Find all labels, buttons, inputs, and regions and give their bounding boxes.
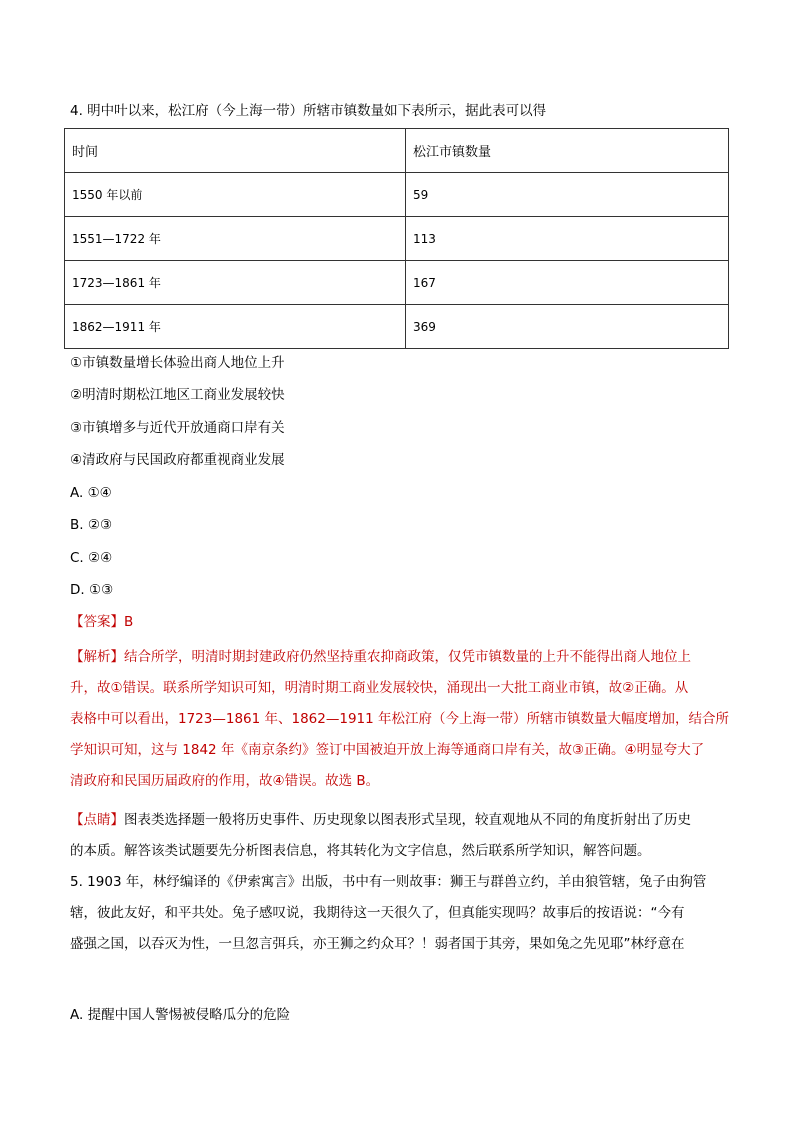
analysis-line: 表格中可以看出，1723—1861 年、1862—1911 年松江府（今上海一带）所辖市镇数量大幅度增加，结合所 (70, 711, 730, 727)
statement-1: ①市镇数量增长体验出商人地位上升 (70, 355, 285, 371)
table-cell-period: 1551—1722 年 (65, 217, 406, 261)
table-cell-count: 369 (406, 305, 729, 349)
table-cell-period: 1550 年以前 (65, 173, 406, 217)
tip-line: 图表类选择题一般将历史事件、历史现象以图表形式呈现，较直观地从不同的角度折射出了历史 (124, 812, 691, 828)
table-row (65, 173, 729, 217)
statement-3: ③市镇增多与近代开放通商口岸有关 (70, 420, 285, 436)
tip-paragraph (70, 805, 730, 867)
tip-tag: 【点睛】 (70, 812, 124, 828)
question-5-line: 5. 1903 年，林纾编译的《伊索寓言》出版，书中有一则故事：狮王与群兽立约，羊由狼管辖，兔子由狗管 (70, 874, 707, 890)
question-5-line: 辖，彼此友好，和平共处。兔子感叹说，我期待这一天很久了，但真能实现吗？故事后的按语说：“今有 (70, 905, 685, 921)
table-cell-period: 1723—1861 年 (65, 261, 406, 305)
table-header-cell: 时间 (65, 129, 406, 173)
answer-value: B (124, 614, 134, 630)
question-5-stem (70, 867, 730, 960)
analysis-line: 学知识可知，这与 1842 年《南京条约》签订中国被迫开放上海等通商口岸有关，故③正确。④明显夸大了 (70, 742, 705, 758)
answer-tag: 【答案】 (70, 614, 124, 630)
statement-2: ②明清时期松江地区工商业发展较快 (70, 387, 285, 403)
table-row (65, 217, 729, 261)
table-row (65, 305, 729, 349)
table-header-cell: 松江市镇数量 (406, 129, 729, 173)
table-row (65, 261, 729, 305)
answer-line (70, 613, 133, 631)
analysis-line: 清政府和民国历届政府的作用，故④错误。故选 B。 (70, 773, 380, 789)
option-d: D. ①③ (70, 582, 114, 598)
question-5-option-a: A. 提醒中国人警惕被侵略瓜分的危险 (70, 1007, 291, 1023)
table-cell-count: 59 (406, 173, 729, 217)
tip-line: 的本质。解答该类试题要先分析图表信息，将其转化为文字信息，然后联系所学知识，解答问题。 (70, 843, 651, 859)
town-count-table (64, 128, 729, 349)
question-5-line: 盛强之国，以吞灭为性，一旦忽言弭兵，亦王狮之约众耳？！弱者国于其旁，果如兔之先见耶”林纾意在 (70, 936, 685, 952)
analysis-line: 升，故①错误。联系所学知识可知，明清时期工商业发展较快，涌现出一大批工商业市镇，故②正确。从 (70, 680, 689, 696)
analysis-tag: 【解析】 (70, 649, 124, 665)
question-4-title: 4. 明中叶以来，松江府（今上海一带）所辖市镇数量如下表所示，据此表可以得 (70, 103, 547, 119)
table-cell-period: 1862—1911 年 (65, 305, 406, 349)
table-header-row (65, 129, 729, 173)
table-cell-count: 113 (406, 217, 729, 261)
statement-4: ④清政府与民国政府都重视商业发展 (70, 452, 285, 468)
option-b: B. ②③ (70, 517, 113, 533)
analysis-line: 结合所学，明清时期封建政府仍然坚持重农抑商政策，仅凭市镇数量的上升不能得出商人地位上 (124, 649, 691, 665)
option-a: A. ①④ (70, 485, 112, 501)
analysis-paragraph (70, 642, 730, 797)
table-cell-count: 167 (406, 261, 729, 305)
option-c: C. ②④ (70, 550, 113, 566)
